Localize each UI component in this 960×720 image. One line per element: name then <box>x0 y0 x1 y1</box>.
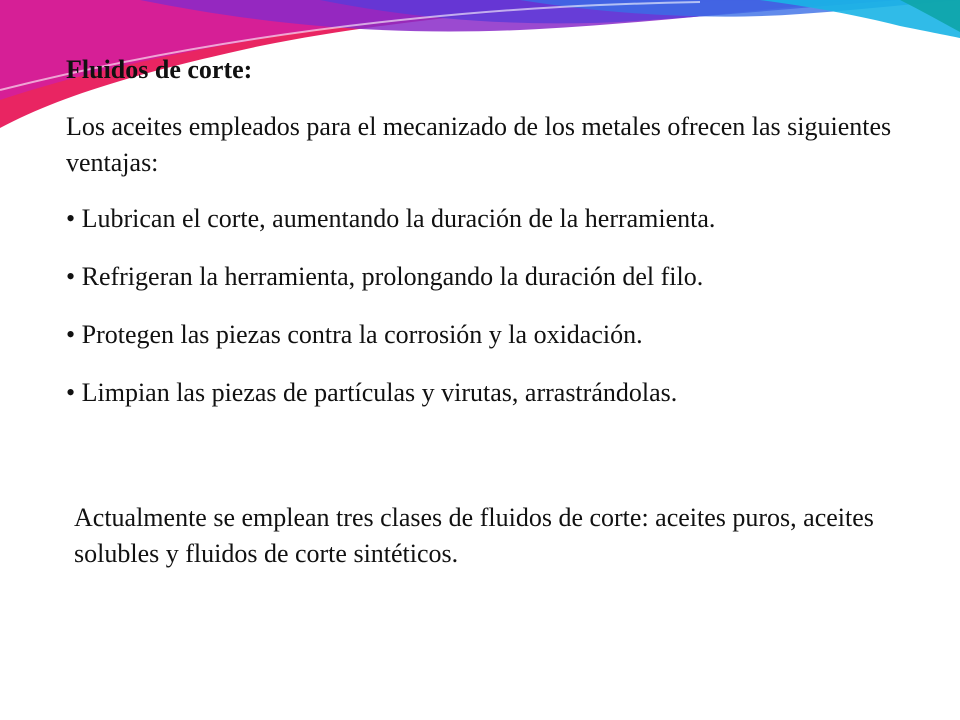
slide-heading: Fluidos de corte: <box>66 55 253 84</box>
list-item-text: Refrigeran la herramienta, prolongando la duración del filo. <box>81 262 704 291</box>
bullet-marker: • <box>66 378 76 407</box>
closing-paragraph: Actualmente se emplean tres clases de fluidos de corte: aceites puros, aceites solubles y fluidos de corte sintéticos. <box>74 503 874 568</box>
intro-paragraph: Los aceites empleados para el mecanizado de los metales ofrecen las siguientes ventajas: <box>66 112 892 177</box>
bullet-marker: • <box>66 262 76 291</box>
bullet-marker: • <box>66 204 76 233</box>
list-item <box>66 375 715 411</box>
list-item-text: Lubrican el corte, aumentando la duración de la herramienta. <box>81 204 716 233</box>
list-item-text: Protegen las piezas contra la corrosión y la oxidación. <box>81 320 643 349</box>
advantages-list <box>66 201 715 433</box>
bullet-marker: • <box>66 320 76 349</box>
list-item <box>66 317 715 353</box>
list-item <box>66 201 715 237</box>
list-item-text: Limpian las piezas de partículas y virutas, arrastrándolas. <box>81 378 678 407</box>
list-item <box>66 259 715 295</box>
